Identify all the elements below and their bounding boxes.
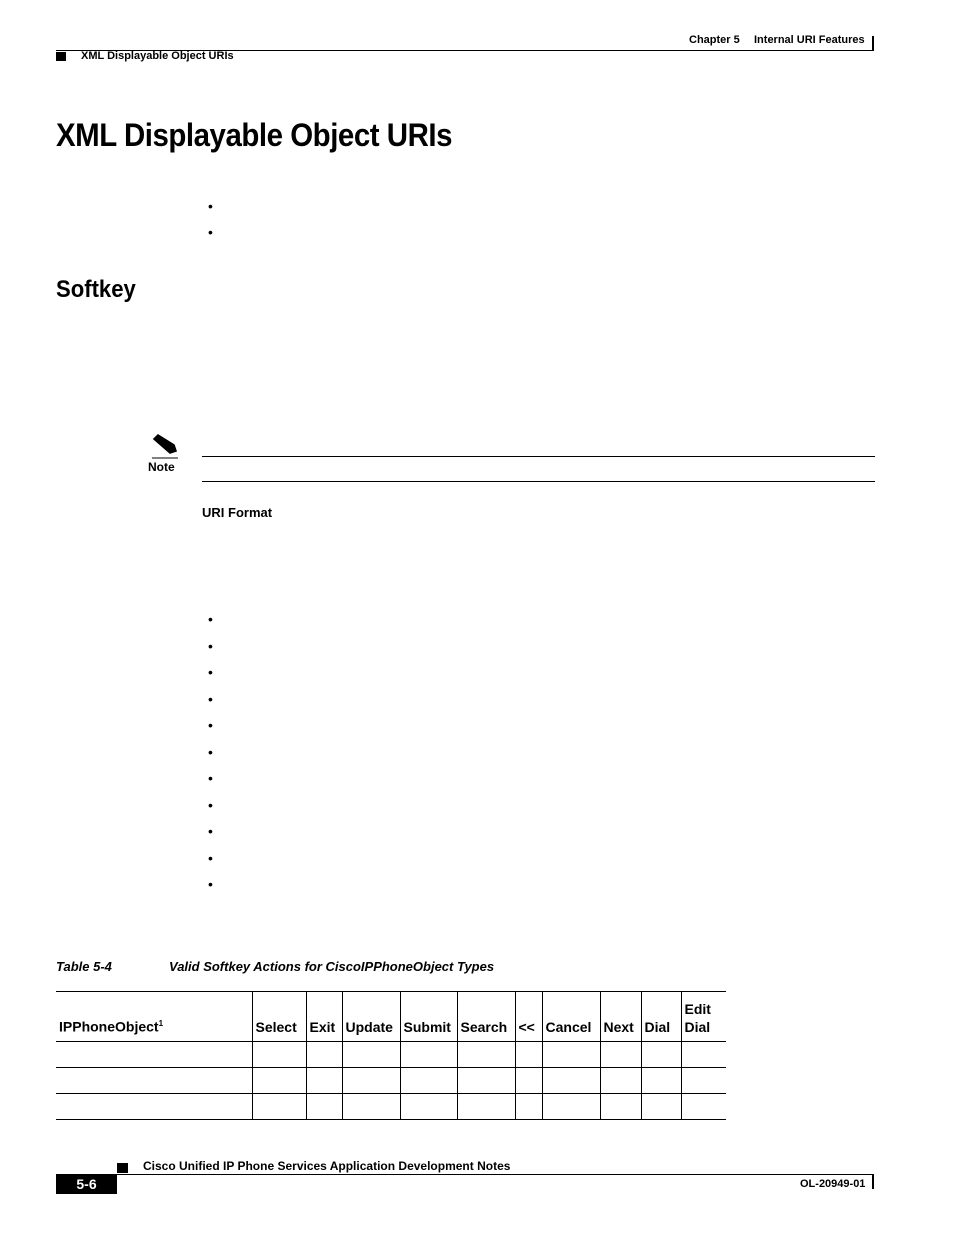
table-number: Table 5-4 bbox=[56, 959, 112, 974]
column-header-dial: Dial bbox=[641, 992, 681, 1042]
bullet-marker: • bbox=[208, 638, 213, 654]
softkey-actions-table bbox=[56, 991, 726, 1120]
table-row bbox=[56, 1068, 726, 1094]
section-heading: Softkey bbox=[56, 276, 136, 303]
column-header-select: Select bbox=[252, 992, 306, 1042]
column-header-next: Next bbox=[600, 992, 641, 1042]
bullet-marker: • bbox=[208, 224, 213, 240]
column-header-search: Search bbox=[457, 992, 515, 1042]
bullet-marker: • bbox=[208, 198, 213, 214]
bullet-marker: • bbox=[208, 611, 213, 627]
footnote-marker: 1 bbox=[158, 1019, 164, 1029]
header-section: XML Displayable Object URIs bbox=[81, 50, 234, 62]
column-header-cancel: Cancel bbox=[542, 992, 600, 1042]
bullet-marker: • bbox=[208, 744, 213, 760]
bullet-marker: • bbox=[208, 797, 213, 813]
table-row bbox=[56, 1094, 726, 1120]
footer-doc-title: Cisco Unified IP Phone Services Application Development Notes bbox=[143, 1159, 511, 1173]
column-header-exit: Exit bbox=[306, 992, 342, 1042]
table-caption bbox=[56, 959, 495, 974]
table-row bbox=[56, 1042, 726, 1068]
header-vertical-bar bbox=[872, 36, 874, 51]
page-title: XML Displayable Object URIs bbox=[56, 117, 453, 153]
bullet-marker: • bbox=[208, 823, 213, 839]
page-number: 5-6 bbox=[56, 1174, 117, 1194]
column-header-edit-dial: Edit Dial bbox=[681, 992, 726, 1042]
column-header-back: << bbox=[515, 992, 542, 1042]
header-chapter-title: Internal URI Features bbox=[754, 34, 865, 46]
footer-rule bbox=[117, 1174, 874, 1175]
note-pencil-icon bbox=[150, 433, 180, 461]
footer-vertical-bar bbox=[872, 1175, 874, 1189]
bullet-marker: • bbox=[208, 850, 213, 866]
note-label: Note bbox=[148, 460, 175, 474]
note-top-rule bbox=[202, 456, 875, 457]
table-title: Valid Softkey Actions for CiscoIPPhoneObject Types bbox=[169, 959, 495, 974]
note-bottom-rule bbox=[202, 481, 875, 482]
column-header-submit: Submit bbox=[400, 992, 457, 1042]
footer-doc-number: OL-20949-01 bbox=[800, 1178, 866, 1190]
footer-marker-square bbox=[117, 1163, 128, 1173]
bullet-marker: • bbox=[208, 691, 213, 707]
header-chapter: Chapter 5 bbox=[689, 34, 740, 46]
header-marker-square bbox=[56, 52, 66, 61]
column-header-ipphoneobject: IPPhoneObject$^1$ bbox=[56, 992, 252, 1042]
bullet-marker: • bbox=[208, 876, 213, 892]
column-header-update: Update bbox=[342, 992, 400, 1042]
bullet-marker: • bbox=[208, 664, 213, 680]
bullet-marker: • bbox=[208, 770, 213, 786]
table-header-row bbox=[56, 992, 726, 1042]
bullet-marker: • bbox=[208, 717, 213, 733]
uri-format-heading: URI Format bbox=[202, 505, 273, 520]
